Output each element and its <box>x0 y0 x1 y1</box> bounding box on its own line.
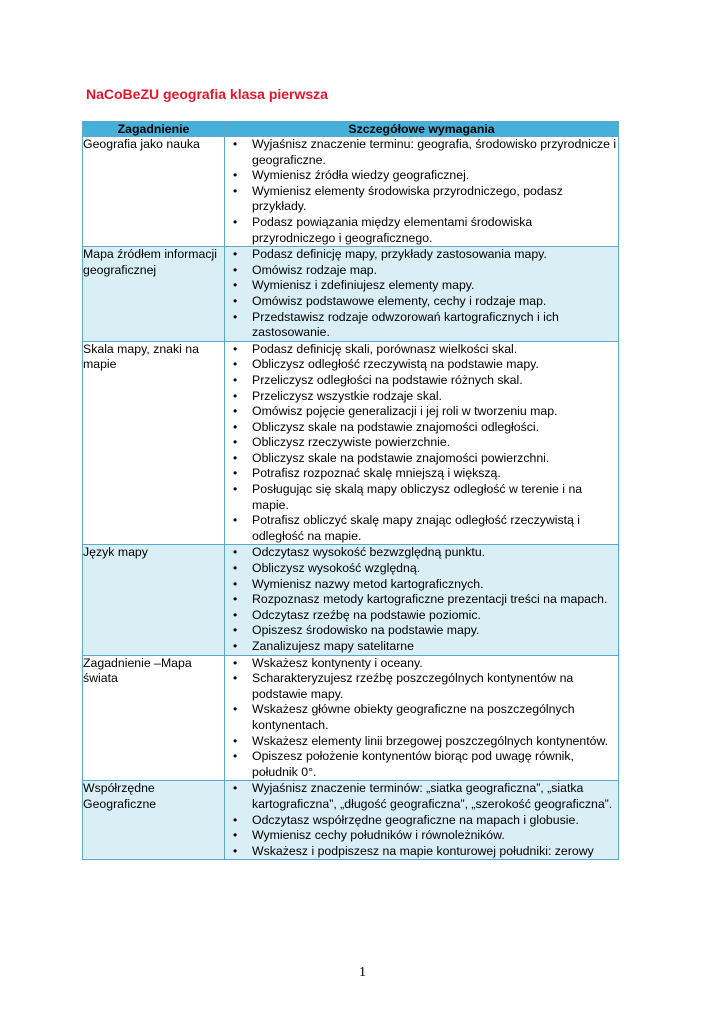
list-item: • Omówisz pojęcie generalizacji i jej roli w tworzeniu map. <box>225 404 618 420</box>
list-item: • Wyjaśnisz znaczenie terminu: geografia, środowisko przyrodnicze i geograficzne. <box>225 137 618 168</box>
table-row <box>83 655 619 781</box>
table-row <box>83 545 619 655</box>
list-item: • Podasz powiązania między elementami środowiska przyrodniczego i geograficznego. <box>225 215 618 246</box>
requirement-list <box>225 545 618 654</box>
list-item: • Omówisz rodzaje map. <box>225 263 618 279</box>
list-item: • Wymienisz źródła wiedzy geograficznej. <box>225 168 618 184</box>
requirements-cell <box>225 341 619 545</box>
list-item: • Potrafisz obliczyć skalę mapy znając odległość rzeczywistą i odległość na mapie. <box>225 513 618 544</box>
topic-cell: Współrzędne Geograficzne <box>83 781 225 860</box>
requirement-list <box>225 137 618 246</box>
list-item: • Obliczysz skale na podstawie znajomości odległości. <box>225 420 618 436</box>
requirement-list <box>225 247 618 341</box>
table-row <box>83 341 619 545</box>
list-item: • Odczytasz rzeźbę na podstawie poziomic. <box>225 608 618 624</box>
list-item: • Wskażesz elementy linii brzegowej poszczególnych kontynentów. <box>225 734 618 750</box>
list-item: • Scharakteryzujesz rzeźbę poszczególnych kontynentów na podstawie mapy. <box>225 671 618 702</box>
requirements-cell <box>225 247 619 342</box>
list-item: • Obliczysz wysokość względną. <box>225 561 618 577</box>
list-item: • Odczytasz wysokość bezwzględną punktu. <box>225 545 618 561</box>
list-item: • Obliczysz odległość rzeczywistą na podstawie mapy. <box>225 357 618 373</box>
list-item: • Obliczysz skale na podstawie znajomości powierzchni. <box>225 451 618 467</box>
topic-cell: Mapa źródłem informacji geograficznej <box>83 247 225 342</box>
page-number: 1 <box>359 965 366 980</box>
list-item: • Obliczysz rzeczywiste powierzchnie. <box>225 435 618 451</box>
list-item: • Przeliczysz wszystkie rodzaje skal. <box>225 389 618 405</box>
list-item: • Wskażesz kontynenty i oceany. <box>225 656 618 672</box>
list-item: • Rozpoznasz metody kartograficzne prezentacji treści na mapach. <box>225 592 618 608</box>
list-item: • Posługując się skalą mapy obliczysz odległość w terenie i na mapie. <box>225 482 618 513</box>
list-item: • Podasz definicję skali, porównasz wielkości skal. <box>225 342 618 358</box>
header-requirements: Szczegółowe wymagania <box>225 122 619 137</box>
list-item: • Omówisz podstawowe elementy, cechy i rodzaje map. <box>225 294 618 310</box>
requirements-cell <box>225 655 619 781</box>
topic-cell: Geografia jako nauka <box>83 137 225 247</box>
list-item: • Wymienisz nazwy metod kartograficznych. <box>225 577 618 593</box>
topic-cell: Język mapy <box>83 545 225 655</box>
table-row <box>83 247 619 342</box>
list-item: • Wymienisz elementy środowiska przyrodniczego, podasz przykłady. <box>225 184 618 215</box>
topic-cell: Zagadnienie –Mapa świata <box>83 655 225 781</box>
requirements-cell <box>225 781 619 860</box>
list-item: • Wskażesz i podpiszesz na mapie konturowej południki: zerowy <box>225 844 618 860</box>
list-item: • Wskażesz główne obiekty geograficzne na poszczególnych kontynentach. <box>225 702 618 733</box>
list-item: • Zanalizujesz mapy satelitarne <box>225 639 618 655</box>
list-item: • Wymienisz i zdefiniujesz elementy mapy. <box>225 278 618 294</box>
requirements-cell <box>225 545 619 655</box>
requirement-list <box>225 342 618 545</box>
list-item: • Podasz definicję mapy, przykłady zastosowania mapy. <box>225 247 618 263</box>
list-item: • Wyjaśnisz znaczenie terminów: „siatka geograficzna”, „siatka kartograficzna”, „długość geograficzna”, „szerokość geograficzna”. <box>225 781 618 812</box>
requirements-table <box>82 121 619 860</box>
requirement-list <box>225 781 618 859</box>
list-item: • Przedstawisz rodzaje odwzorowań kartograficznych i ich zastosowanie. <box>225 310 618 341</box>
topic-cell: Skala mapy, znaki na mapie <box>83 341 225 545</box>
table-row <box>83 137 619 247</box>
list-item: • Wymienisz cechy południków i równoleżników. <box>225 828 618 844</box>
page-title: NaCoBeZU geografia klasa pierwsza <box>86 86 328 102</box>
table-header-row <box>83 122 619 137</box>
list-item: • Opiszesz położenie kontynentów biorąc pod uwagę równik, południk 0°. <box>225 749 618 780</box>
list-item: • Opiszesz środowisko na podstawie mapy. <box>225 623 618 639</box>
list-item: • Potrafisz rozpoznać skalę mniejszą i większą. <box>225 466 618 482</box>
list-item: • Przeliczysz odległości na podstawie różnych skal. <box>225 373 618 389</box>
requirement-list <box>225 656 618 781</box>
header-topic: Zagadnienie <box>83 122 225 137</box>
table-row <box>83 781 619 860</box>
list-item: • Odczytasz współrzędne geograficzne na mapach i globusie. <box>225 813 618 829</box>
requirements-cell <box>225 137 619 247</box>
